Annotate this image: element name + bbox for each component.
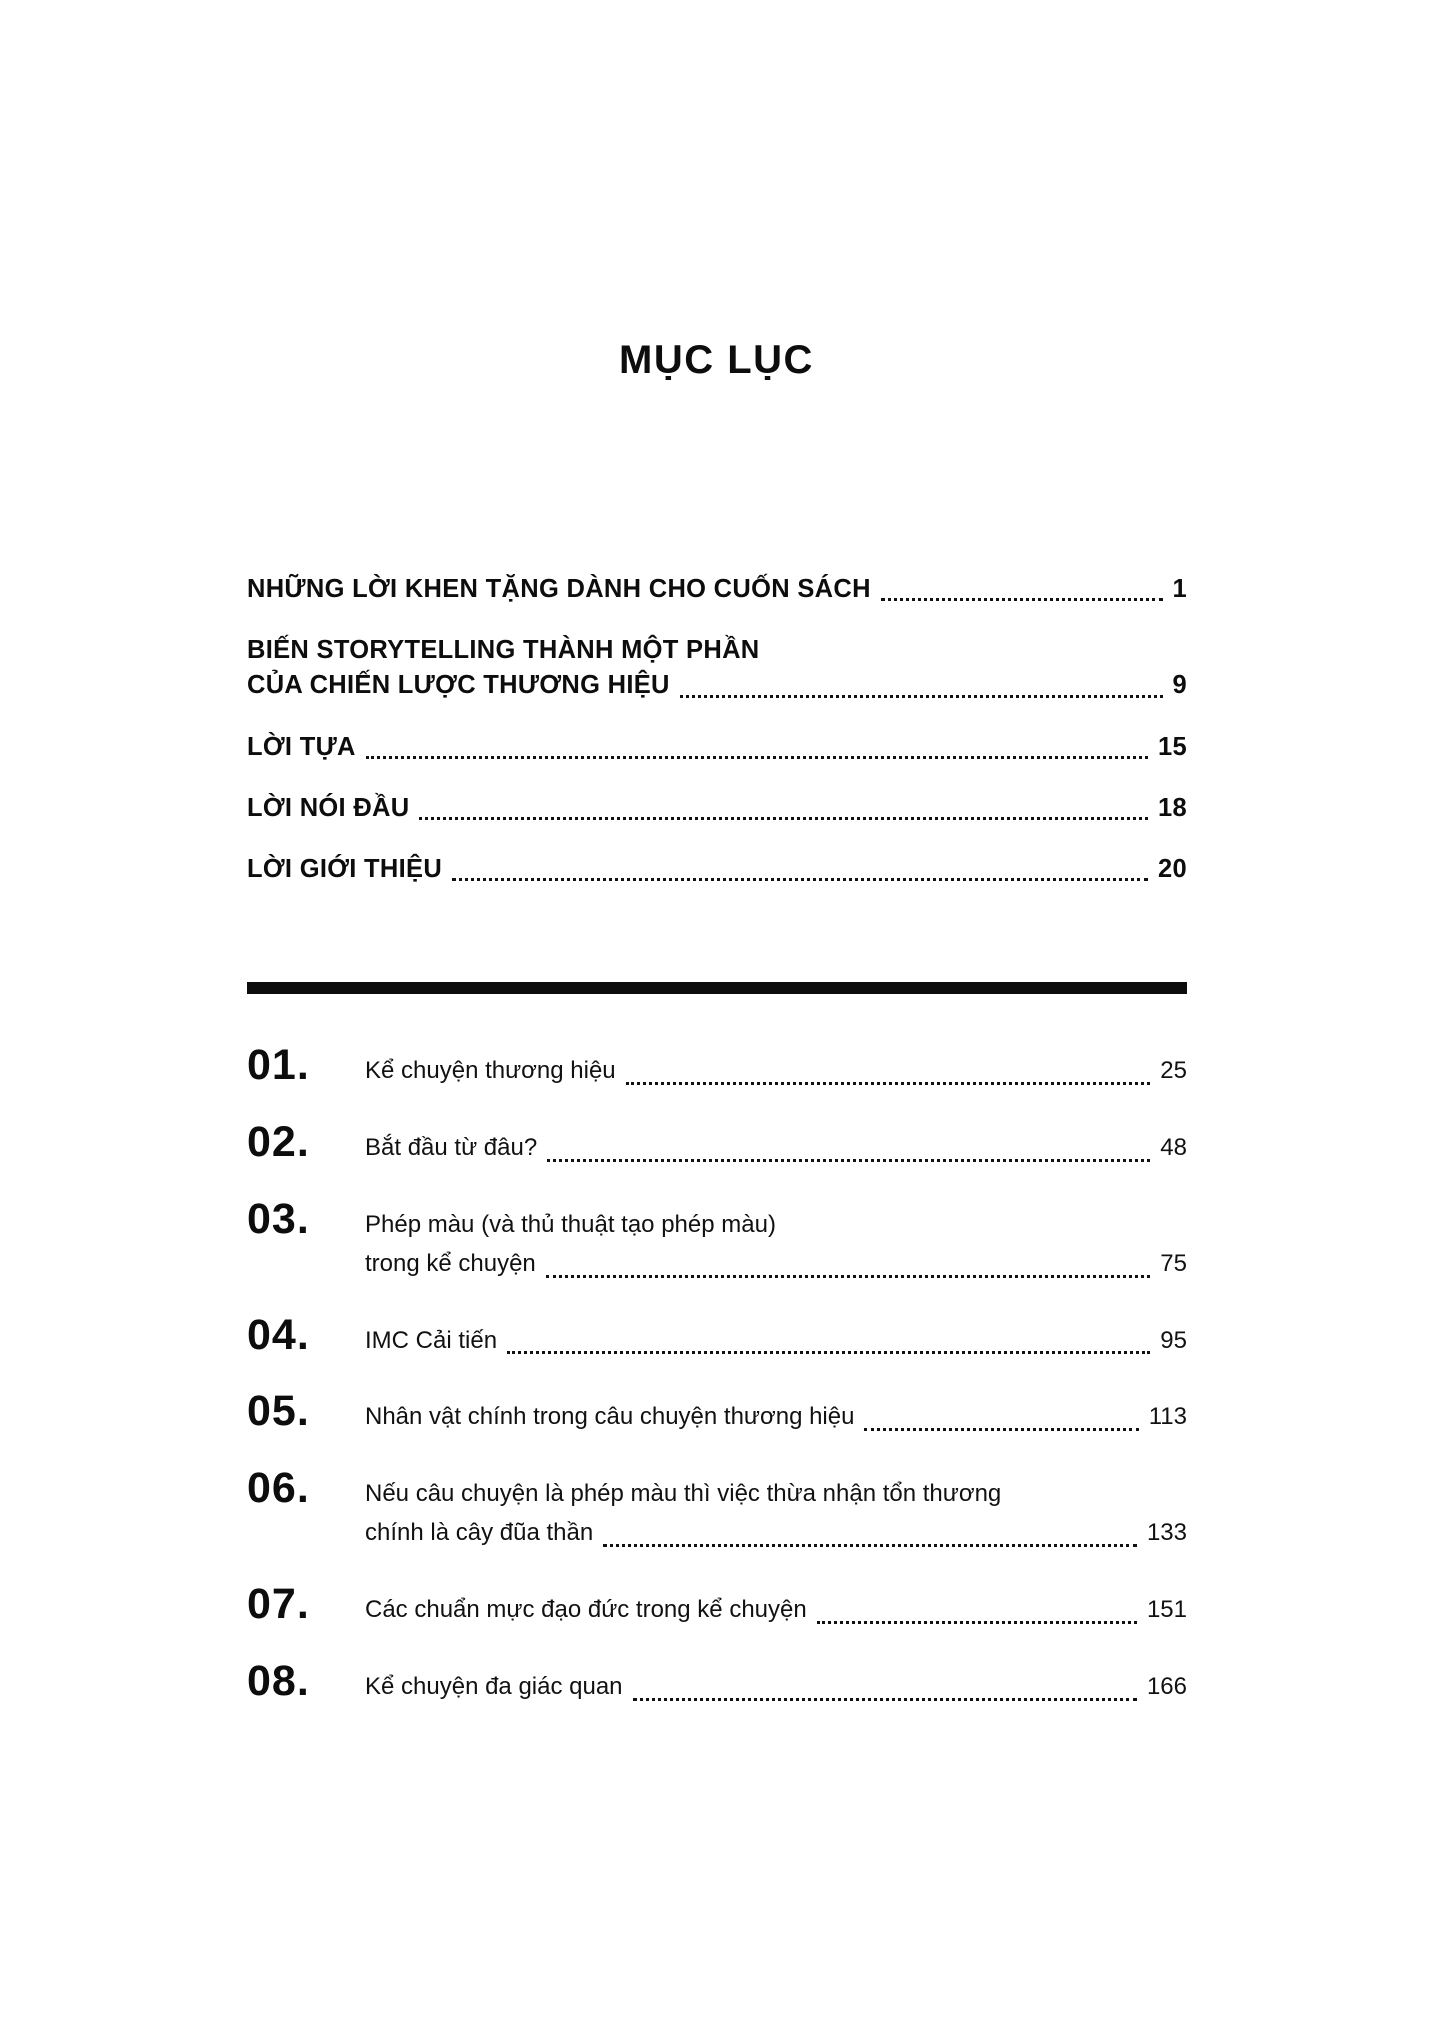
chapter-entry[interactable] <box>247 1656 1187 1707</box>
front-matter-entry[interactable] <box>247 791 1187 826</box>
chapter-title: IMC Cải tiến <box>365 1326 498 1354</box>
chapter-title-line2: chính là cây đũa thần <box>365 1519 594 1547</box>
page-title: MỤC LỤC <box>619 338 814 382</box>
front-matter-entry[interactable] <box>247 633 1187 703</box>
front-matter-entry[interactable] <box>247 730 1187 765</box>
front-matter-label: NHỮNG LỜI KHEN TẶNG DÀNH CHO CUỐN SÁCH <box>247 575 871 603</box>
section-divider <box>247 982 1187 994</box>
front-matter-page: 1 <box>1172 575 1187 603</box>
chapter-page: 166 <box>1146 1672 1187 1700</box>
front-matter-page: 15 <box>1158 732 1187 761</box>
chapter-page: 48 <box>1160 1133 1187 1161</box>
leader-dots <box>547 1159 1150 1162</box>
chapter-page: 75 <box>1160 1249 1187 1277</box>
chapter-title-line1: Phép màu (và thủ thuật tạo phép màu) <box>365 1210 776 1238</box>
chapter-title-line2: trong kể chuyện <box>365 1249 536 1277</box>
leader-dots <box>452 878 1148 881</box>
leader-dots <box>633 1698 1137 1701</box>
chapter-number: 03. <box>247 1194 310 1243</box>
chapter-title: Các chuẩn mực đạo đức trong kể chuyện <box>365 1596 807 1623</box>
chapter-entry[interactable] <box>247 1310 1187 1361</box>
front-matter-entry[interactable] <box>247 852 1187 887</box>
leader-dots <box>366 756 1148 759</box>
chapter-page: 133 <box>1146 1519 1187 1547</box>
chapter-number: 04. <box>247 1310 310 1359</box>
chapter-entry[interactable] <box>247 1463 1187 1553</box>
chapter-entry[interactable] <box>247 1579 1187 1630</box>
chapter-title: Nhân vật chính trong câu chuyện thương hiệu <box>365 1403 855 1431</box>
chapter-page: 25 <box>1160 1057 1187 1084</box>
front-matter-label: LỜI GIỚI THIỆU <box>247 854 443 883</box>
front-matter-page: 20 <box>1158 854 1187 883</box>
front-matter-page: 18 <box>1158 793 1187 822</box>
chapter-title: Bắt đầu từ đâu? <box>365 1133 538 1161</box>
leader-dots <box>603 1544 1137 1547</box>
chapter-entry[interactable] <box>247 1117 1187 1168</box>
front-matter-label-line2: CỦA CHIẾN LƯỢC THƯƠNG HIỆU <box>247 671 670 700</box>
chapter-number: 07. <box>247 1580 310 1628</box>
leader-dots <box>817 1621 1137 1624</box>
chapter-number: 02. <box>247 1117 310 1166</box>
front-matter-entry[interactable] <box>247 572 1187 607</box>
chapter-page: 95 <box>1160 1326 1187 1354</box>
chapter-title: Kể chuyện thương hiệu <box>365 1057 616 1084</box>
leader-dots <box>864 1428 1138 1431</box>
chapter-number: 05. <box>247 1387 310 1436</box>
leader-dots <box>881 598 1163 601</box>
chapter-number: 08. <box>247 1656 310 1705</box>
chapter-page: 151 <box>1146 1596 1187 1623</box>
front-matter-label: LỜI TỰA <box>247 732 356 761</box>
chapter-list <box>247 1040 1187 1733</box>
leader-dots <box>626 1082 1151 1085</box>
leader-dots <box>507 1351 1150 1354</box>
chapter-entry[interactable] <box>247 1386 1187 1437</box>
front-matter-page: 9 <box>1172 671 1187 700</box>
chapter-entry[interactable] <box>247 1040 1187 1091</box>
front-matter-label: LỜI NÓI ĐẦU <box>247 793 410 822</box>
chapter-title: Kể chuyện đa giác quan <box>365 1672 623 1700</box>
chapter-title-line1: Nếu câu chuyện là phép màu thì việc thừa nhận tổn thương <box>365 1480 1002 1508</box>
chapter-page: 113 <box>1148 1403 1187 1431</box>
front-matter-list <box>247 572 1187 913</box>
leader-dots <box>680 695 1163 698</box>
leader-dots <box>419 817 1148 820</box>
chapter-number: 06. <box>247 1464 310 1513</box>
chapter-entry[interactable] <box>247 1194 1187 1284</box>
front-matter-label-line1: BIẾN STORYTELLING THÀNH MỘT PHẦN <box>247 636 760 665</box>
leader-dots <box>546 1275 1151 1278</box>
chapter-number: 01. <box>247 1041 310 1089</box>
